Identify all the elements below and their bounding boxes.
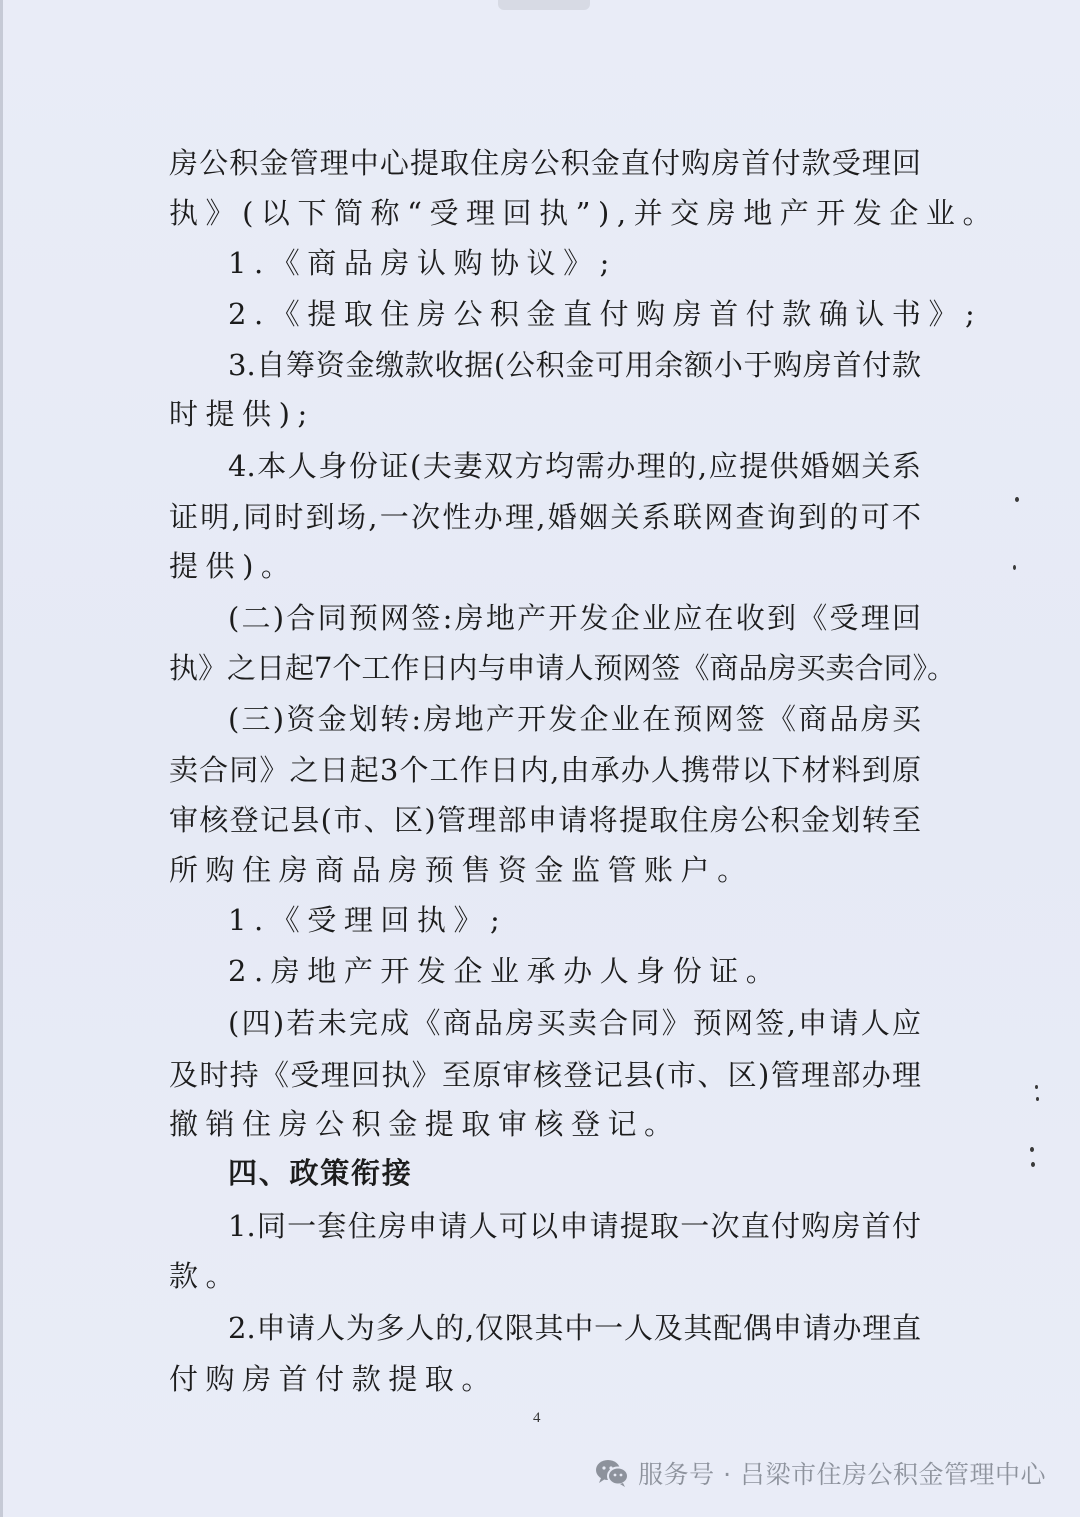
body-line: 及时持《受理回执》至原审核登记县(市、区)管理部办理 [169,1058,921,1092]
scan-speck [1031,1162,1035,1167]
body-line: 执》之日起7个工作日内与申请人预网签《商品房买卖合同》。 [169,651,956,685]
list-item: 3.自筹资金缴款收据(公积金可用余额小于购房首付款 [228,348,921,382]
list-item: 2.《提取住房公积金直付购房首付款确认书》; [228,297,983,331]
wechat-icon [594,1458,630,1488]
scan-speck [1036,1097,1039,1101]
list-item: 1.同一套住房申请人可以申请提取一次直付购房首付 [228,1209,921,1243]
body-line: 付购房首付款提取。 [169,1362,498,1396]
body-line: 卖合同》之日起3个工作日内,由承办人携带以下材料到原 [169,753,921,787]
list-item: 4.本人身份证(夫妻双方均需办理的,应提供婚姻关系 [228,449,921,483]
wechat-watermark [594,1455,1046,1491]
section-paragraph: (四)若未完成《商品房买卖合同》预网签,申请人应 [228,1006,921,1040]
scan-speck [1013,565,1016,570]
page-number: 4 [533,1410,541,1426]
page-edge [0,0,3,1517]
body-line: 撤销住房公积金提取审核登记。 [169,1107,681,1141]
section-heading: 四、政策衔接 [228,1156,413,1190]
watermark-text: 服务号 · 吕梁市住房公积金管理中心 [638,1460,1046,1489]
body-line: 所购住房商品房预售资金监管账户。 [169,853,754,887]
body-line: 证明,同时到场,一次性办理,婚姻关系联网查询到的可不 [169,500,921,534]
list-item: 2.房地产开发企业承办人身份证。 [228,954,783,988]
scan-speck [1035,1085,1038,1089]
body-line: 执》(以下简称“受理回执”),并交房地产开发企业。 [169,196,999,230]
list-item: 2.申请人为多人的,仅限其中一人及其配偶申请办理直 [228,1311,921,1345]
body-line: 审核登记县(市、区)管理部申请将提取住房公积金划转至 [169,803,921,837]
list-item: 1.《商品房认购协议》; [228,246,617,280]
scan-speck [1030,1147,1034,1152]
body-line: 款。 [169,1259,243,1293]
list-item: 1.《受理回执》; [228,903,508,937]
scan-smudge [498,0,590,10]
body-line: 提供)。 [169,549,298,583]
body-line: 房公积金管理中心提取住房公积金直付购房首付款受理回 [169,146,921,180]
scan-speck [1015,497,1019,502]
body-line: 时提供); [169,397,315,431]
section-paragraph: (二)合同预网签:房地产开发企业应在收到《受理回 [228,601,921,635]
section-paragraph: (三)资金划转:房地产开发企业在预网签《商品房买 [228,702,921,736]
